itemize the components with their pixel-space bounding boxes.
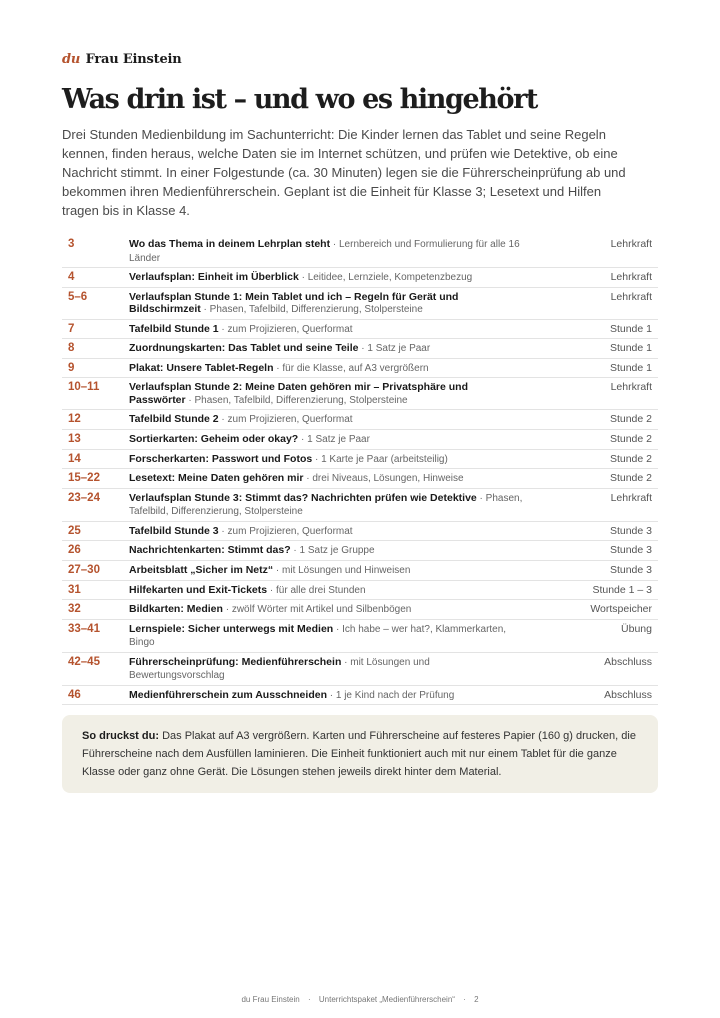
toc-category: Übung xyxy=(533,619,658,652)
toc-item-title: Sortierkarten: Geheim oder okay? xyxy=(129,432,299,445)
toc-page-number: 3 xyxy=(62,235,129,268)
toc-category: Stunde 1 – 3 xyxy=(533,580,658,600)
toc-category: Lehrkraft xyxy=(533,287,658,319)
toc-item-separator: · xyxy=(273,564,283,576)
toc-item-description: 1 Satz je Paar xyxy=(307,433,370,445)
toc-row xyxy=(62,600,658,620)
toc-category: Stunde 2 xyxy=(533,469,658,489)
toc-category: Stunde 1 xyxy=(533,319,658,339)
contents-table xyxy=(62,235,658,705)
toc-item-separator: · xyxy=(303,473,313,485)
toc-item xyxy=(129,235,533,268)
toc-item-description: für die Klasse, auf A3 vergrößern xyxy=(282,362,429,374)
toc-item xyxy=(129,358,533,378)
toc-item xyxy=(129,339,533,359)
toc-item-separator: · xyxy=(333,623,343,635)
toc-page-number: 46 xyxy=(62,685,129,705)
toc-item-separator: · xyxy=(185,394,195,406)
toc-item-title: Nachrichtenkarten: Stimmt das? xyxy=(129,544,291,557)
toc-row xyxy=(62,358,658,378)
toc-category: Stunde 2 xyxy=(533,429,658,449)
toc-page-number: 32 xyxy=(62,600,129,620)
toc-row xyxy=(62,378,658,410)
toc-item-description: 1 Karte je Paar (arbeitsteilig) xyxy=(321,453,448,465)
toc-item-description: Leitidee, Lernziele, Kompetenzbezug xyxy=(307,272,473,283)
toc-page-number: 12 xyxy=(62,410,129,430)
intro-text: Drei Stunden Medienbildung im Sachunterricht: Die Kinder lernen das Tablet und seine Regeln kennen, finden heraus, welche Daten sie im Internet schützen, und prüfen wie Detektive, ob eine Nachricht stimmt. In einer Folgestunde (ca. 30 Minuten) legen sie die Führerscheinprüfung ab und bekommen ihren Medienführerschein. Geplant ist die Einheit für Klasse 3; Lesetext und Hilfen tragen bis in Klasse 4. xyxy=(62,127,626,218)
brand-name: Frau Einstein xyxy=(85,52,182,67)
toc-row xyxy=(62,287,658,319)
toc-item-description: 1 Satz je Paar xyxy=(367,343,431,355)
toc-category: Lehrkraft xyxy=(533,235,658,268)
toc-row xyxy=(62,319,658,339)
toc-item-title: Hilfekarten und Exit-Tickets xyxy=(129,583,268,596)
toc-category: Stunde 1 xyxy=(533,339,658,359)
footer-brand: du Frau Einstein xyxy=(241,995,300,1004)
toc-row xyxy=(62,541,658,561)
footer-page-number: 2 xyxy=(474,995,479,1004)
page-title: Was drin ist – und wo es hingehört xyxy=(62,84,537,115)
toc-item-separator: · xyxy=(358,343,368,355)
toc-item-description: Lernbereich und Formulierung für alle 16 Länder xyxy=(129,239,520,264)
toc-category: Stunde 3 xyxy=(533,541,658,561)
toc-item xyxy=(129,521,533,541)
toc-item xyxy=(129,488,533,521)
toc-item-title: Verlaufsplan: Einheit im Überblick xyxy=(129,271,299,283)
toc-category: Lehrkraft xyxy=(533,488,658,521)
toc-item-separator: · xyxy=(273,362,283,374)
toc-item-description: zum Projizieren, Querformat xyxy=(227,414,353,426)
toc-item xyxy=(129,580,533,600)
toc-item-separator: · xyxy=(200,304,210,316)
toc-item-separator: · xyxy=(218,414,228,426)
toc-page-number: 14 xyxy=(62,449,129,469)
toc-item-separator: · xyxy=(298,433,308,445)
footer-product: Unterrichtspaket „Medienführerschein“ xyxy=(318,995,455,1004)
toc-item-separator: · xyxy=(218,323,228,335)
toc-item-separator: · xyxy=(267,584,276,596)
toc-item-description: 1 Satz je Gruppe xyxy=(299,545,375,557)
toc-row xyxy=(62,449,658,469)
toc-page-number: 25 xyxy=(62,521,129,541)
toc-row xyxy=(62,560,658,580)
toc-item-title: Tafelbild Stunde 1 xyxy=(129,322,219,335)
toc-item xyxy=(129,652,533,685)
toc-row xyxy=(62,469,658,489)
toc-item xyxy=(129,685,533,705)
toc-item xyxy=(129,287,533,319)
toc-item xyxy=(129,429,533,449)
toc-item-title: Wo das Thema in deinem Lehrplan steht xyxy=(129,238,331,250)
toc-item-description: mit Lösungen und Bewertungsvorschlag xyxy=(129,656,430,682)
toc-item-description: Phasen, Tafelbild, Differenzierung, Stolpersteine xyxy=(129,492,523,518)
toc-item-separator: · xyxy=(298,272,308,283)
toc-item-description: für alle drei Stunden xyxy=(276,584,366,596)
toc-row xyxy=(62,619,658,652)
toc-page-number: 4 xyxy=(62,268,129,288)
toc-category: Lehrkraft xyxy=(533,378,658,410)
toc-item-description: zwölf Wörter mit Artikel und Silbenbögen xyxy=(231,604,412,616)
toc-page-number: 7 xyxy=(62,319,129,339)
toc-item xyxy=(129,319,533,339)
print-note-lead: So druckst du: xyxy=(82,730,160,742)
toc-page-number: 9 xyxy=(62,358,129,378)
toc-item-description: zum Projizieren, Querformat xyxy=(227,525,353,537)
toc-item-description: zum Projizieren, Querformat xyxy=(227,323,353,335)
toc-item-description: Ich habe – wer hat?, Klammerkarten, Bingo xyxy=(129,623,507,649)
toc-page-number: 23–24 xyxy=(62,488,129,521)
toc-item-title: Tafelbild Stunde 3 xyxy=(129,524,219,537)
toc-item xyxy=(129,449,533,469)
toc-row xyxy=(62,235,658,268)
toc-item-title: Tafelbild Stunde 2 xyxy=(129,413,219,426)
toc-item xyxy=(129,600,533,620)
toc-page-number: 15–22 xyxy=(62,469,129,489)
toc-item-separator: · xyxy=(222,604,232,616)
toc-item-title: Plakat: Unsere Tablet-Regeln xyxy=(129,361,274,374)
toc-item-title: Medienführerschein zum Ausschneiden xyxy=(129,688,327,701)
toc-row xyxy=(62,268,658,288)
toc-row xyxy=(62,685,658,705)
toc-row xyxy=(62,410,658,430)
toc-row xyxy=(62,339,658,359)
toc-item xyxy=(129,619,533,652)
toc-page-number: 10–11 xyxy=(62,378,129,410)
toc-item xyxy=(129,469,533,489)
toc-item xyxy=(129,268,533,288)
toc-item-separator: · xyxy=(476,492,486,504)
brand-logo xyxy=(62,51,182,67)
toc-item-title: Verlaufsplan Stunde 1: Mein Tablet und ich – Regeln für Gerät und Bildschirmzeit xyxy=(129,290,459,316)
toc-item-description: Phasen, Tafelbild, Differenzierung, Stolpersteine xyxy=(209,304,423,316)
toc-item xyxy=(129,541,533,561)
toc-item-title: Lesetext: Meine Daten gehören mir xyxy=(129,472,304,485)
toc-item-title: Zuordnungskarten: Das Tablet und seine Teile xyxy=(129,342,359,355)
toc-item-separator: · xyxy=(218,525,228,537)
toc-item-title: Arbeitsblatt „Sicher im Netz“ xyxy=(129,563,274,576)
toc-item-title: Verlaufsplan Stunde 3: Stimmt das? Nachrichten prüfen wie Detektive xyxy=(129,491,477,504)
toc-page-number: 42–45 xyxy=(62,652,129,685)
toc-page-number: 31 xyxy=(62,580,129,600)
brand-du: du xyxy=(62,52,81,67)
page-footer xyxy=(0,995,720,1004)
toc-item xyxy=(129,410,533,430)
toc-item-description: 1 je Kind nach der Prüfung xyxy=(335,689,455,701)
toc-item-separator: · xyxy=(290,545,300,557)
toc-category: Stunde 3 xyxy=(533,521,658,541)
toc-row xyxy=(62,521,658,541)
toc-item-title: Führerscheinprüfung: Medienführerschein xyxy=(129,655,342,668)
toc-page-number: 26 xyxy=(62,541,129,561)
toc-item-description: Phasen, Tafelbild, Differenzierung, Stolpersteine xyxy=(194,394,408,406)
toc-item-title: Lernspiele: Sicher unterwegs mit Medien xyxy=(129,622,334,635)
toc-item-separator: · xyxy=(341,656,351,668)
print-note-text: Das Plakat auf A3 vergrößern. Karten und Führerscheine auf festeres Papier (160 g) drucken, die Führerscheine nach dem Ausfüllen laminieren. Die Einheit funktioniert auch mit nur einem Tablet für die ganze Klasse oder ganz ohne Gerät. Die Lösungen stehen jeweils direkt hinter dem Material. xyxy=(82,730,636,778)
toc-category: Stunde 3 xyxy=(533,560,658,580)
footer-separator: · xyxy=(463,995,466,1004)
toc-row xyxy=(62,488,658,521)
toc-item-description: drei Niveaus, Lösungen, Hinweise xyxy=(312,473,464,485)
toc-category: Lehrkraft xyxy=(533,268,658,288)
print-note xyxy=(62,715,658,793)
toc-category: Wortspeicher xyxy=(533,600,658,620)
toc-item-title: Bildkarten: Medien xyxy=(129,603,223,616)
toc-item-separator: · xyxy=(312,453,322,465)
toc-page-number: 27–30 xyxy=(62,560,129,580)
toc-category: Abschluss xyxy=(533,685,658,705)
toc-page-number: 8 xyxy=(62,339,129,359)
toc-item-description: mit Lösungen und Hinweisen xyxy=(282,564,411,576)
toc-row xyxy=(62,580,658,600)
toc-item-title: Verlaufsplan Stunde 2: Meine Daten gehören mir – Privatsphäre und Passwörter xyxy=(129,381,468,406)
toc-item xyxy=(129,560,533,580)
toc-item-separator: · xyxy=(330,239,339,250)
toc-category: Stunde 2 xyxy=(533,449,658,469)
toc-page-number: 33–41 xyxy=(62,619,129,652)
toc-page-number: 5–6 xyxy=(62,287,129,319)
toc-item-title: Forscherkarten: Passwort und Fotos xyxy=(129,452,313,465)
toc-category: Stunde 1 xyxy=(533,358,658,378)
toc-row xyxy=(62,429,658,449)
toc-category: Stunde 2 xyxy=(533,410,658,430)
toc-item xyxy=(129,378,533,410)
toc-item-separator: · xyxy=(326,689,336,701)
toc-page-number: 13 xyxy=(62,429,129,449)
toc-row xyxy=(62,652,658,685)
footer-separator: · xyxy=(307,995,311,1004)
toc-category: Abschluss xyxy=(533,652,658,685)
